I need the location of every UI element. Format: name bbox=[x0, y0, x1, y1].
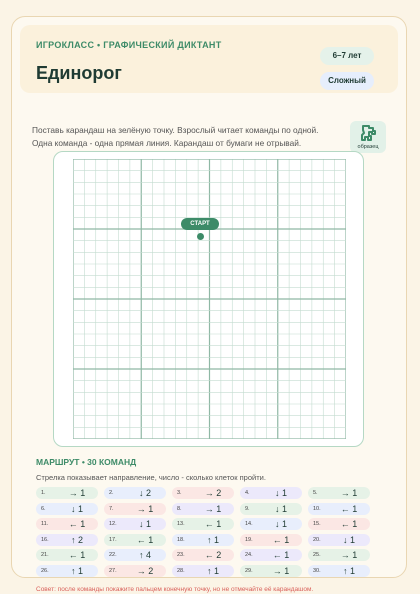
command-item bbox=[172, 565, 234, 577]
command-number: 27. bbox=[109, 567, 117, 574]
command-arrow: → 1 bbox=[272, 565, 290, 576]
command-arrow: ↑ 1 bbox=[342, 565, 355, 576]
command-item bbox=[36, 534, 98, 546]
worksheet-page bbox=[11, 16, 407, 593]
command-item bbox=[172, 487, 234, 499]
command-number: 16. bbox=[41, 536, 49, 543]
command-arrow: ↓ 1 bbox=[274, 503, 287, 514]
command-arrow: ← 1 bbox=[68, 550, 86, 560]
command-number: 22. bbox=[109, 552, 117, 558]
command-item bbox=[240, 503, 302, 515]
command-item bbox=[104, 487, 166, 499]
command-item bbox=[36, 518, 98, 530]
command-arrow: → 2 bbox=[204, 488, 222, 498]
command-arrow: → 1 bbox=[68, 488, 86, 498]
command-number: 7. bbox=[109, 505, 114, 512]
command-arrow: → 1 bbox=[136, 503, 154, 514]
intro-line-2: Одна команда - одна прямая линия. Карандаш от бумаги не отрывай. bbox=[32, 138, 302, 148]
command-arrow: ← 1 bbox=[272, 534, 290, 545]
command-number: 5. bbox=[313, 490, 318, 496]
command-arrow: ↓ 1 bbox=[274, 488, 287, 498]
command-number: 20. bbox=[313, 536, 321, 543]
sample-card[interactable] bbox=[350, 121, 386, 153]
command-arrow: ↑ 1 bbox=[206, 565, 219, 576]
command-arrow: ↓ 1 bbox=[274, 519, 287, 529]
command-item bbox=[240, 565, 302, 577]
command-arrow: ↓ 1 bbox=[138, 519, 151, 529]
command-arrow: ← 2 bbox=[204, 550, 222, 560]
command-item bbox=[104, 518, 166, 530]
tip-text: Совет: после команды покажите пальцем конечную точку, но не отмечайте её карандашом. bbox=[36, 586, 314, 593]
command-number: 3. bbox=[177, 490, 182, 496]
command-item bbox=[308, 549, 370, 561]
command-arrow: ↑ 1 bbox=[70, 565, 83, 576]
command-item bbox=[104, 534, 166, 546]
command-item bbox=[240, 549, 302, 561]
route-title: МАРШРУТ • 30 КОМАНД bbox=[36, 457, 137, 467]
command-arrow: ↓ 1 bbox=[70, 503, 83, 514]
command-number: 6. bbox=[41, 505, 46, 512]
command-item bbox=[36, 487, 98, 499]
command-arrow: ↑ 4 bbox=[138, 550, 151, 560]
command-number: 11. bbox=[41, 521, 49, 527]
command-item bbox=[240, 487, 302, 499]
header-panel bbox=[20, 25, 398, 93]
command-item bbox=[104, 565, 166, 577]
command-number: 21. bbox=[41, 552, 49, 558]
command-number: 25. bbox=[313, 552, 321, 558]
command-number: 24. bbox=[245, 552, 253, 558]
command-item bbox=[36, 565, 98, 577]
kicker: ИГРОКЛАСС • ГРАФИЧЕСКИЙ ДИКТАНТ bbox=[36, 40, 222, 50]
command-item bbox=[308, 503, 370, 515]
command-arrow: → 2 bbox=[136, 565, 154, 576]
command-arrow: ↓ 1 bbox=[342, 534, 355, 545]
intro-text bbox=[32, 124, 338, 150]
dictation-grid[interactable] bbox=[53, 151, 364, 447]
command-arrow: ← 1 bbox=[68, 519, 86, 529]
command-number: 12. bbox=[109, 521, 117, 527]
command-number: 30. bbox=[313, 567, 321, 574]
command-number: 1. bbox=[41, 490, 46, 496]
command-item bbox=[308, 565, 370, 577]
command-arrow: → 1 bbox=[340, 488, 358, 498]
command-number: 8. bbox=[177, 505, 182, 512]
command-arrow: ← 1 bbox=[272, 550, 290, 560]
command-number: 17. bbox=[109, 536, 117, 543]
command-number: 26. bbox=[41, 567, 49, 574]
command-number: 28. bbox=[177, 567, 185, 574]
command-number: 15. bbox=[313, 521, 321, 527]
command-number: 29. bbox=[245, 567, 253, 574]
command-arrow: ↓ 2 bbox=[138, 488, 151, 498]
command-arrow: ← 1 bbox=[204, 519, 222, 529]
route-subtitle: Стрелка показывает направление, число - сколько клеток пройти. bbox=[36, 473, 266, 482]
command-arrow: ← 1 bbox=[340, 503, 358, 514]
start-label: СТАРТ bbox=[181, 218, 219, 230]
command-item bbox=[308, 518, 370, 530]
start-dot bbox=[197, 233, 204, 240]
age-badge: 6–7 лет bbox=[320, 47, 374, 65]
command-arrow: ↑ 1 bbox=[206, 534, 219, 545]
command-number: 13. bbox=[177, 521, 185, 527]
command-item bbox=[240, 534, 302, 546]
command-arrow: → 1 bbox=[204, 503, 222, 514]
command-item bbox=[308, 487, 370, 499]
command-item bbox=[36, 549, 98, 561]
page-title: Единорог bbox=[36, 63, 122, 83]
command-item bbox=[240, 518, 302, 530]
command-number: 23. bbox=[177, 552, 185, 558]
command-arrow: ↑ 2 bbox=[70, 534, 83, 545]
unicorn-icon bbox=[359, 124, 377, 142]
sample-label: образец bbox=[357, 144, 379, 150]
command-item bbox=[172, 518, 234, 530]
command-item bbox=[308, 534, 370, 546]
command-item bbox=[104, 503, 166, 515]
command-number: 19. bbox=[245, 536, 253, 543]
command-number: 9. bbox=[245, 505, 250, 512]
command-arrow: → 1 bbox=[340, 550, 358, 560]
command-item bbox=[172, 503, 234, 515]
command-number: 18. bbox=[177, 536, 185, 543]
grid-lines bbox=[73, 159, 346, 439]
command-number: 2. bbox=[109, 490, 114, 496]
command-item bbox=[36, 503, 98, 515]
command-item bbox=[104, 549, 166, 561]
command-item bbox=[172, 534, 234, 546]
command-number: 14. bbox=[245, 521, 253, 527]
level-badge: Сложный bbox=[320, 72, 374, 90]
command-number: 4. bbox=[245, 490, 250, 496]
command-number: 10. bbox=[313, 505, 321, 512]
command-arrow: ← 1 bbox=[136, 534, 154, 545]
command-arrow: ← 1 bbox=[340, 519, 358, 529]
command-item bbox=[172, 549, 234, 561]
intro-line-1: Поставь карандаш на зелёную точку. Взрослый читает команды по одной. bbox=[32, 125, 319, 135]
